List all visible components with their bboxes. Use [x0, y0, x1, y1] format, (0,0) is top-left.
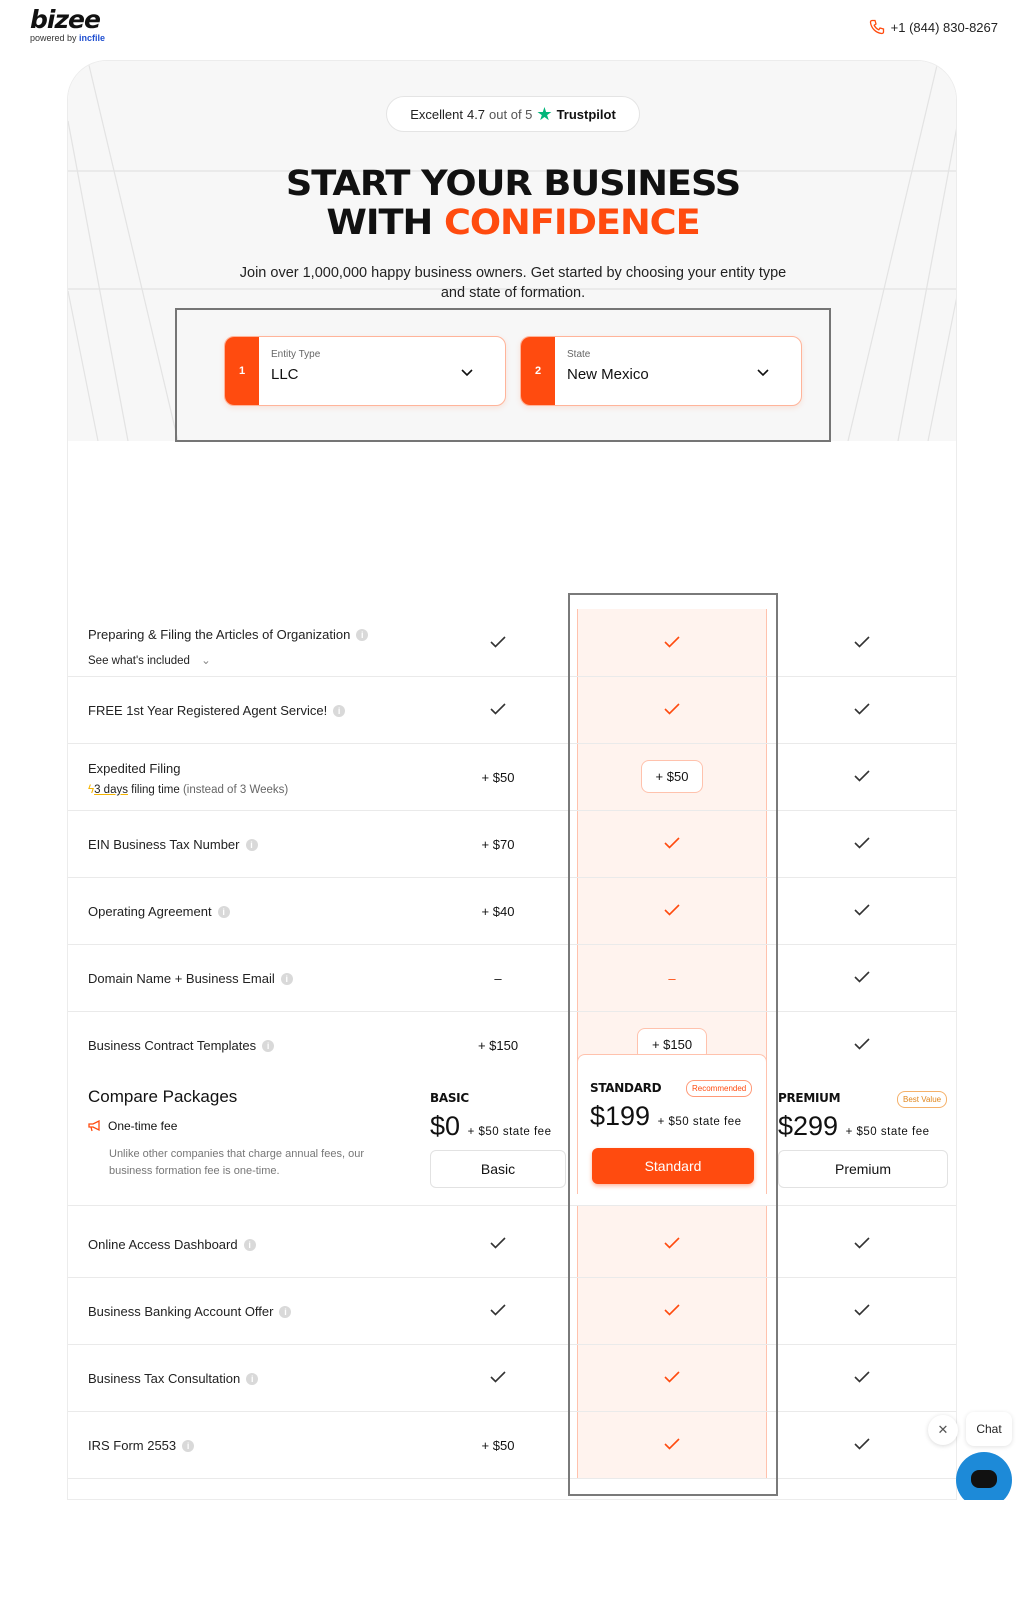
addon-price: + $50	[481, 770, 515, 785]
addon-price: + $40	[481, 904, 515, 919]
feature-label: Expedited Filing	[88, 761, 181, 776]
trust-excellent: Excellent	[410, 106, 463, 122]
check-icon	[854, 1237, 870, 1249]
dash: –	[668, 971, 676, 986]
package-name: STANDARD	[590, 1081, 662, 1095]
package-price: $299 + $50 state fee	[778, 1111, 930, 1141]
check-icon	[490, 1304, 506, 1316]
feature-row	[68, 744, 957, 811]
feature-row	[68, 1012, 957, 1079]
info-icon[interactable]: i	[356, 629, 368, 641]
compare-packages	[68, 1071, 957, 1206]
addon-price: + $50	[481, 1438, 515, 1453]
check-icon	[854, 1304, 870, 1316]
feature-label: Operating Agreement i	[88, 904, 230, 919]
standard-button[interactable]: Standard	[592, 1148, 754, 1184]
info-icon[interactable]: i	[244, 1239, 256, 1251]
trust-score: 4.7	[466, 106, 486, 122]
entity-type-value: LLC	[271, 366, 299, 383]
feature-row	[68, 878, 957, 945]
state-select[interactable]	[520, 336, 802, 406]
hero-intro: Join over 1,000,000 happy business owners. Get started by choosing your entity type and state of formation.	[239, 265, 787, 301]
info-icon[interactable]: i	[218, 906, 230, 918]
trustpilot-star-icon: ★	[536, 104, 553, 124]
check-icon	[854, 770, 870, 782]
feature-label: Domain Name + Business Email i	[88, 971, 293, 986]
check-icon	[854, 636, 870, 648]
step-number: 2	[521, 337, 555, 405]
check-icon	[854, 703, 870, 715]
compare-title: Compare Packages	[88, 1087, 238, 1106]
headline-line2: WITH CONFIDENCE	[326, 203, 700, 243]
phone-icon	[869, 19, 885, 35]
feature-label: Business Banking Account Offer i	[88, 1304, 291, 1319]
feature-row	[68, 945, 957, 1012]
one-time-fee: One-time fee	[88, 1119, 177, 1133]
feature-label: Business Contract Templates i	[88, 1038, 274, 1053]
feature-row	[68, 1278, 957, 1345]
bizee-logo[interactable]	[30, 6, 105, 43]
info-icon[interactable]: i	[262, 1040, 274, 1052]
chevron-down-icon	[461, 369, 473, 377]
check-icon	[490, 1237, 506, 1249]
lightning-icon: ϟ	[88, 784, 95, 796]
fee-description: Unlike other companies that charge annual fees, our business formation fee is one-time.	[109, 1148, 364, 1177]
chat-label[interactable]: Chat	[966, 1412, 1012, 1446]
info-icon[interactable]: i	[182, 1440, 194, 1452]
best-value-badge: Best Value	[897, 1091, 947, 1108]
page-bottom-fade	[0, 1500, 1032, 1600]
expedited-note: ϟ3 days filing time (instead of 3 Weeks)	[88, 784, 289, 796]
close-chat-button[interactable]	[928, 1415, 958, 1445]
package-price: $0 + $50 state fee	[430, 1111, 552, 1141]
info-icon[interactable]: i	[333, 705, 345, 717]
pricing-card	[67, 60, 957, 1500]
see-whats-included-link[interactable]: See what's included ⌄	[88, 655, 211, 667]
trust-outof: out of 5	[489, 106, 533, 122]
chat-bubble-icon	[971, 1470, 997, 1488]
step-number: 1	[225, 337, 259, 405]
state-value: New Mexico	[567, 366, 649, 383]
entity-type-label: Entity Type	[271, 349, 321, 360]
check-icon	[854, 971, 870, 983]
addon-price: + $150	[477, 1038, 519, 1053]
feature-label: FREE 1st Year Registered Agent Service! i	[88, 703, 345, 718]
premium-button[interactable]: Premium	[778, 1150, 948, 1188]
feature-row	[68, 610, 957, 677]
phone-number: +1 (844) 830-8267	[890, 19, 998, 35]
feature-row	[68, 1211, 957, 1278]
logo-powered-by: powered by incfile	[30, 33, 106, 43]
feature-label: Online Access Dashboard i	[88, 1237, 256, 1252]
check-icon	[854, 1438, 870, 1450]
feature-label: IRS Form 2553 i	[88, 1438, 194, 1453]
package-name: BASIC	[430, 1091, 469, 1105]
check-icon	[854, 904, 870, 916]
feature-row	[68, 811, 957, 878]
trustpilot-badge[interactable]	[386, 96, 640, 132]
info-icon[interactable]: i	[279, 1306, 291, 1318]
check-icon	[490, 1371, 506, 1383]
trustpilot-brand: Trustpilot	[556, 106, 616, 122]
addon-pill[interactable]: + $150	[637, 1028, 707, 1061]
feature-label: EIN Business Tax Number i	[88, 837, 258, 852]
chevron-down-icon: ⌄	[201, 655, 211, 667]
info-icon[interactable]: i	[246, 1373, 258, 1385]
check-icon	[854, 1038, 870, 1050]
check-icon	[490, 636, 506, 648]
feature-row	[68, 677, 957, 744]
close-icon: ✕	[937, 1422, 949, 1437]
feature-row	[68, 1345, 957, 1412]
dash: –	[494, 971, 502, 986]
package-price: $199 + $50 state fee	[590, 1101, 742, 1131]
phone-link[interactable]	[869, 19, 998, 35]
feature-label: Business Tax Consultation i	[88, 1371, 258, 1386]
headline-line1: START YOUR BUSINESS	[285, 164, 741, 204]
logo-wordmark: bizee	[30, 5, 100, 34]
entity-type-select[interactable]	[224, 336, 506, 406]
info-icon[interactable]: i	[281, 973, 293, 985]
check-icon	[854, 837, 870, 849]
page-headline	[67, 165, 957, 243]
package-name: PREMIUM	[778, 1091, 841, 1105]
check-icon	[854, 1371, 870, 1383]
feature-row	[68, 1412, 957, 1479]
recommended-badge: Recommended	[686, 1080, 752, 1097]
addon-price: + $70	[481, 837, 515, 852]
chevron-down-icon	[757, 369, 769, 377]
info-icon[interactable]: i	[246, 839, 258, 851]
standard-column-frame	[568, 593, 778, 1496]
basic-button[interactable]: Basic	[430, 1150, 566, 1188]
feature-label: Preparing & Filing the Articles of Organization i	[88, 627, 368, 642]
addon-pill[interactable]: + $50	[641, 760, 704, 793]
package-basic	[430, 1091, 566, 1188]
megaphone-icon	[88, 1120, 102, 1132]
state-label: State	[567, 349, 591, 360]
check-icon	[490, 703, 506, 715]
